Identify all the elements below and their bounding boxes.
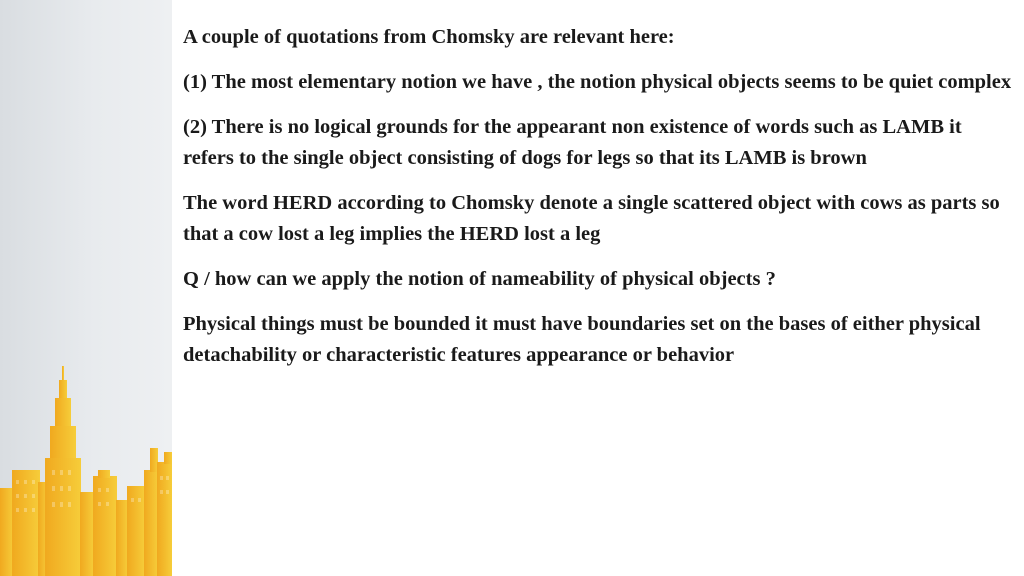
question-paragraph: Q / how can we apply the notion of nameability of physical objects ? [183,268,776,290]
intro-paragraph: A couple of quotations from Chomsky are relevant here: [183,26,675,48]
slide-text-body [183,22,1015,385]
quotation-1-paragraph: (1) The most elementary notion we have , the notion physical objects seems to be quiet complex [183,71,1012,93]
quotation-2-paragraph: (2) There is no logical grounds for the appearant non existence of words such as LAMB it refers to the single object consisting of dogs for legs so that its LAMB is brown [183,116,962,169]
answer-paragraph: Physical things must be bounded it must have boundaries set on the bases of either physical detachability or characteristic features appearance or behavior [183,313,981,366]
herd-paragraph: The word HERD according to Chomsky denote a single scattered object with cows as parts so that a cow lost a leg implies the HERD lost a leg [183,192,1000,245]
city-skyline-illustration [0,0,172,576]
side-panel-decoration [0,0,172,576]
